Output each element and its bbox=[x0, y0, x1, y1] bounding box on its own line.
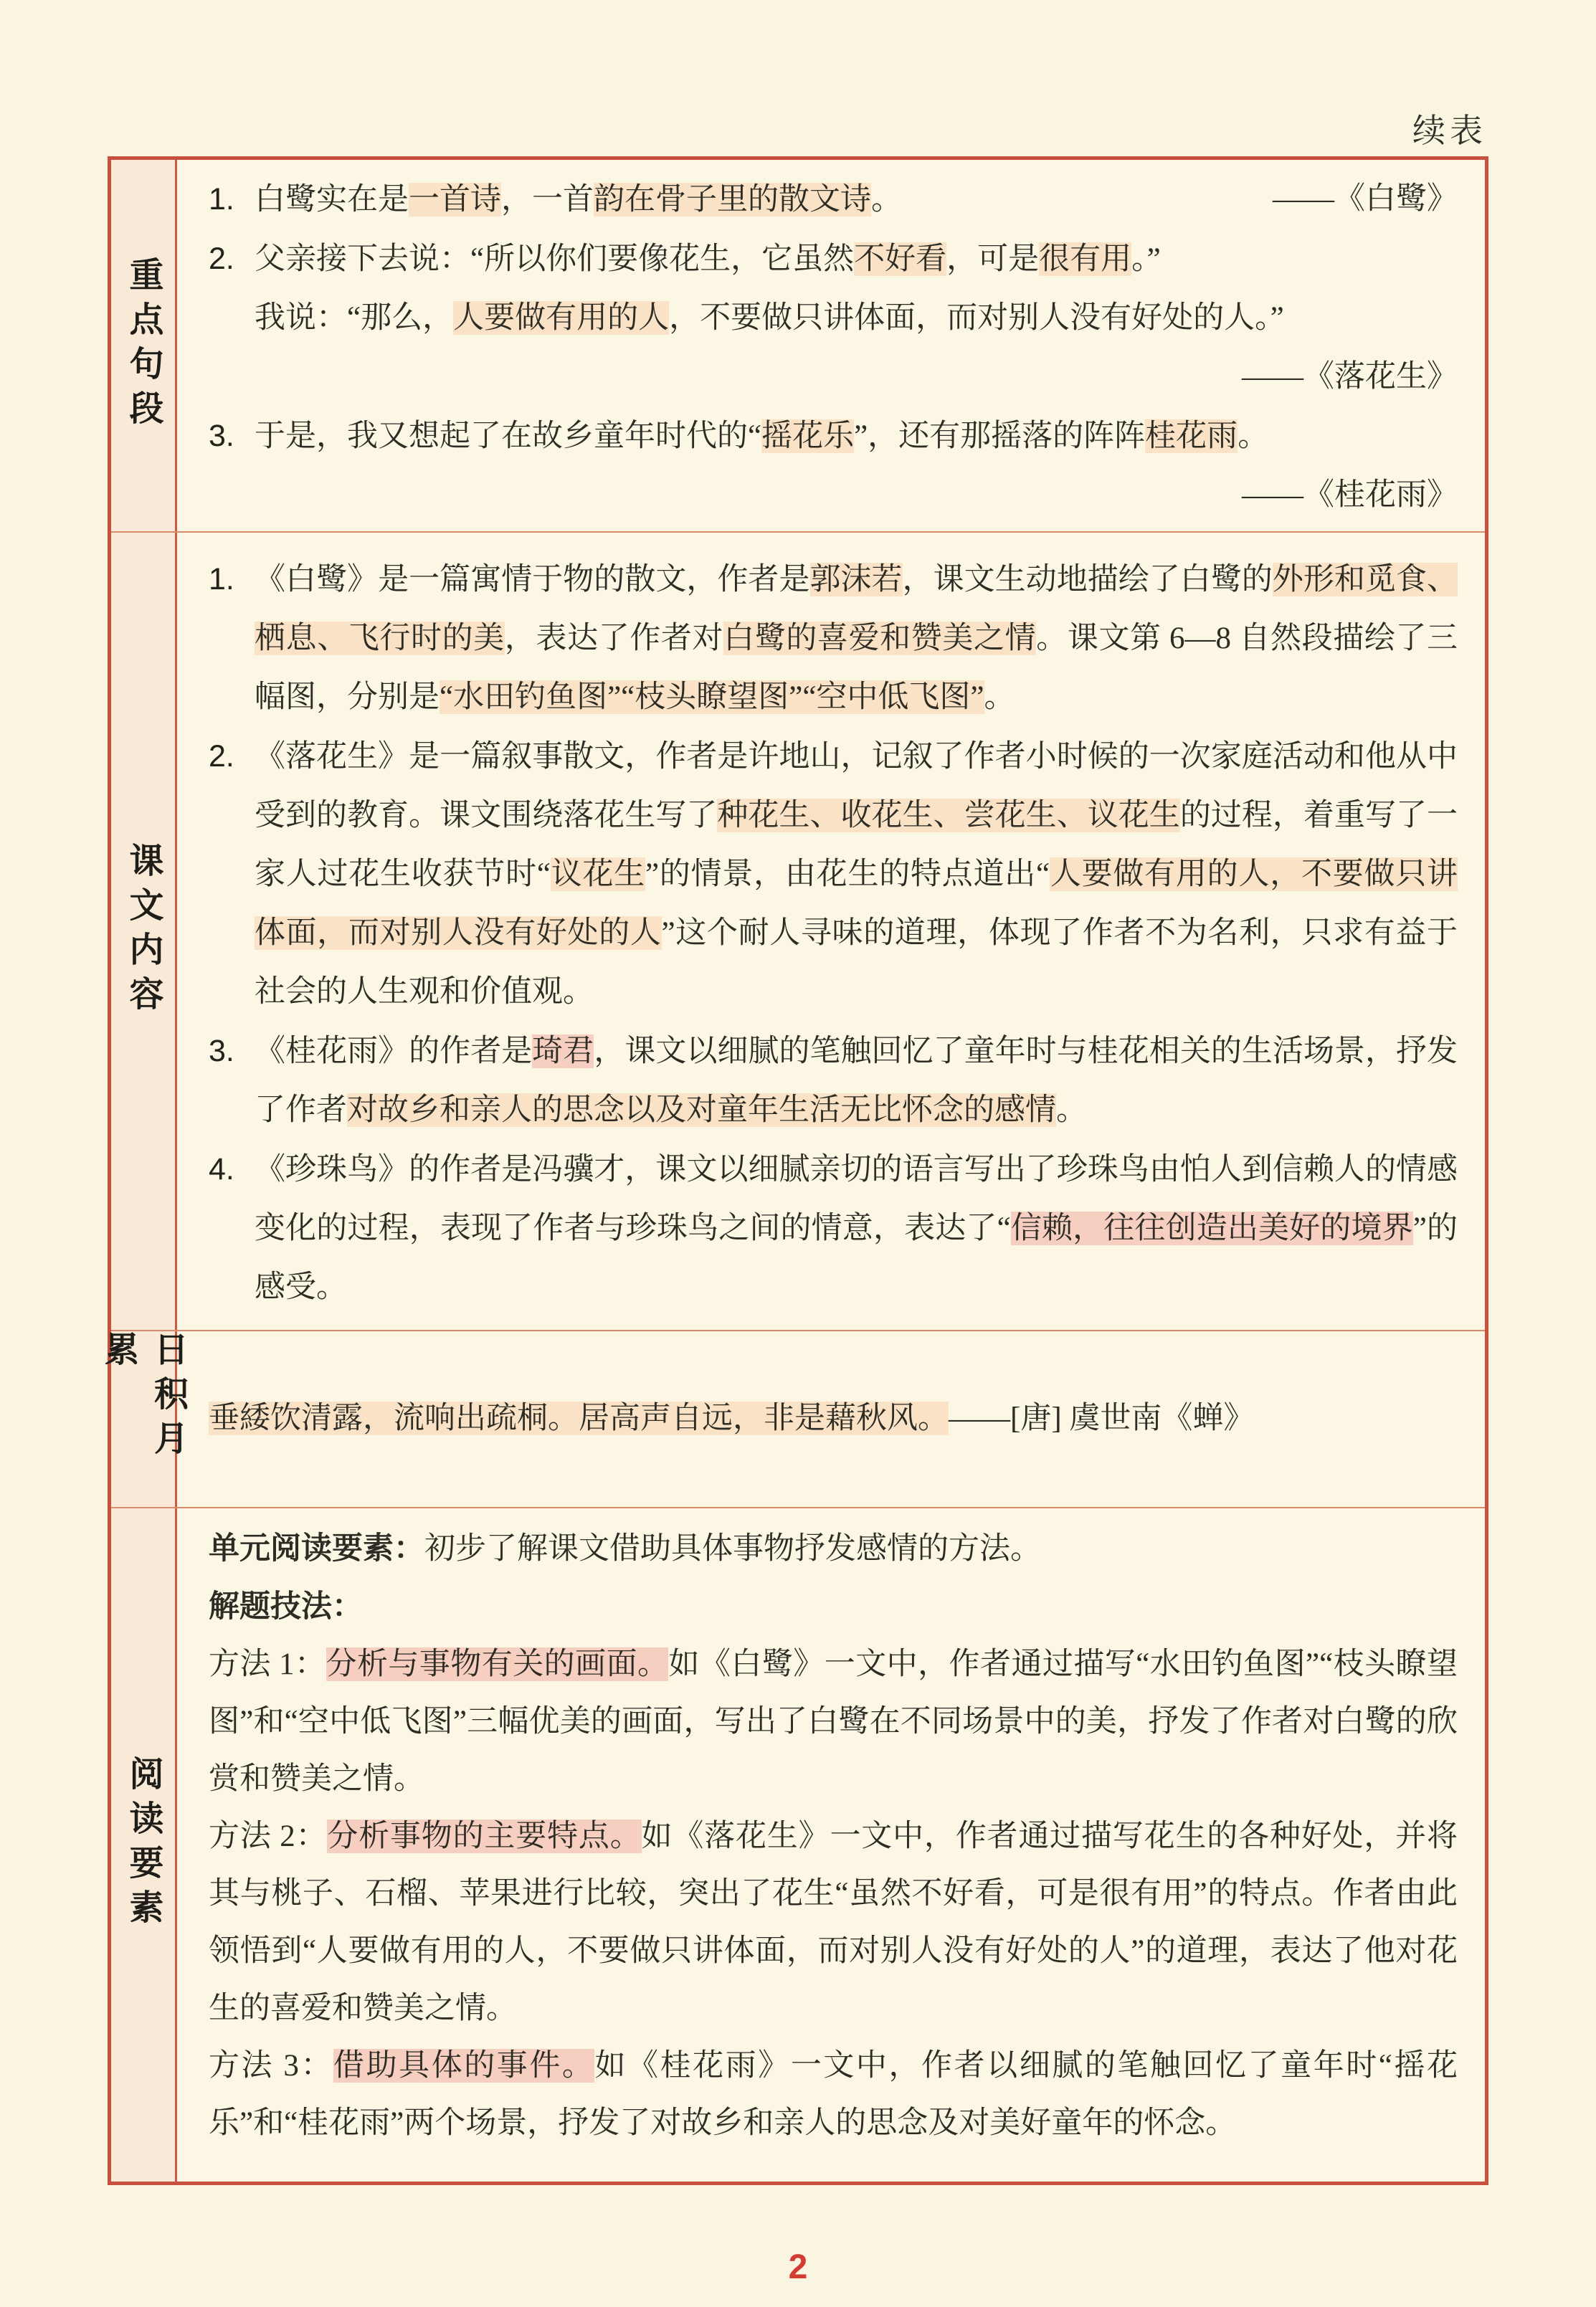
continued-table-label: 续表 bbox=[1412, 113, 1487, 149]
highlighted-phrase: 摇花乐 bbox=[761, 419, 855, 453]
list-number: 1. bbox=[209, 561, 234, 596]
row-body bbox=[177, 160, 1485, 531]
highlighted-phrase: 人要做有用的人 bbox=[453, 301, 670, 335]
list-number: 1. bbox=[209, 182, 234, 217]
text-segment: 。” bbox=[1131, 242, 1161, 276]
table-row-text-content bbox=[111, 531, 1485, 1330]
text-block bbox=[209, 406, 1458, 466]
text-segment: 于是，我又想起了在故乡童年时代的“ bbox=[255, 419, 762, 453]
text-segment: 如《白鹭》一文中，作者通过描写“水田钓鱼图”“枝头瞭望图”和“空中低飞图”三幅优美的画面，写出了白鹭在不同场景中的美，抒发了作者对白鹭的欣赏和赞美之情。 bbox=[209, 1647, 1458, 1796]
source-attribution: ——《白鹭》 bbox=[1273, 182, 1458, 216]
row-body bbox=[177, 1331, 1485, 1507]
row-header-key-sentences bbox=[111, 160, 177, 531]
highlighted-phrase: 分析与事物有关的画面。 bbox=[326, 1647, 669, 1681]
text-block bbox=[209, 1022, 1458, 1140]
row-label: 重点句段 bbox=[124, 256, 162, 434]
text-block bbox=[209, 2037, 1458, 2152]
text-segment: 初步了解课文借助具体事物抒发感情的方法。 bbox=[424, 1531, 1041, 1566]
text-block bbox=[209, 170, 1458, 229]
text-segment: 父亲接下去说：“所以你们要像花生，它虽然 bbox=[255, 242, 855, 276]
row-body bbox=[177, 1508, 1485, 2182]
page-number: 2 bbox=[788, 2248, 808, 2286]
row-label: 课文内容 bbox=[124, 842, 162, 1020]
highlighted-phrase: 不好看 bbox=[854, 242, 947, 276]
text-segment: ”这个耐人寻味的道理，体现了作者不为名利，只求有益于社会的人生观和价值观。 bbox=[255, 915, 1458, 1009]
text-segment: 《白鹭》是一篇寓情于物的散文，作者是 bbox=[255, 562, 810, 596]
text-segment: ，一首 bbox=[501, 183, 594, 217]
row-header-reading-elements bbox=[111, 1508, 177, 2182]
source-attribution: ——[唐] 虞世南《蝉》 bbox=[949, 1402, 1255, 1436]
text-segment: 单元阅读要素： bbox=[209, 1531, 424, 1566]
highlighted-phrase: 韵在骨子里的散文诗 bbox=[594, 183, 871, 217]
row-label: 日积月累 bbox=[99, 1331, 187, 1465]
text-segment: 《珍珠鸟》的作者是冯骥才，课文以细腻亲切的语言写出了珍珠鸟由怕人到信赖人的情感变化的过程，表现了作者与珍珠鸟之间的情意，表达了“ bbox=[255, 1152, 1458, 1245]
highlighted-phrase: 人要做有用的人，不要做只讲体面，而对别人没有好处的人 bbox=[255, 857, 1458, 950]
source-attribution: ——《落花生》 bbox=[1242, 360, 1458, 394]
highlighted-phrase: “水田钓鱼图”“枝头瞭望图”“空中低飞图” bbox=[440, 680, 984, 714]
text-block bbox=[209, 1389, 1254, 1448]
highlighted-phrase: 对故乡和亲人的思念以及对童年生活无比怀念的感情 bbox=[347, 1093, 1056, 1127]
row-header-daily-accumulation bbox=[99, 1331, 187, 1507]
highlighted-phrase: 议花生 bbox=[550, 857, 646, 891]
text-segment: ，不要做只讲体面，而对别人没有好处的人。” bbox=[669, 301, 1284, 335]
highlighted-phrase: 郭沫若 bbox=[809, 562, 903, 596]
text-segment: 的过程，着重写了一家人过花生收获节时“ bbox=[255, 798, 1458, 891]
text-segment: 《桂花雨》的作者是 bbox=[255, 1034, 533, 1068]
text-segment: ，可是 bbox=[946, 242, 1040, 276]
highlighted-phrase: 很有用 bbox=[1039, 242, 1132, 276]
text-segment: ”的情景，由花生的特点道出“ bbox=[645, 857, 1050, 891]
text-segment: 解题技法： bbox=[209, 1589, 363, 1624]
highlighted-phrase: 白鹭的喜爱和赞美之情 bbox=[723, 621, 1037, 655]
text-segment: 。课文第 6—8 自然段描绘了三幅图，分别是 bbox=[255, 621, 1458, 714]
highlighted-phrase: 一首诗 bbox=[409, 183, 501, 217]
text-segment: 白鹭实在是 bbox=[255, 183, 409, 217]
text-segment: 如《桂花雨》一文中，作者以细腻的笔触回忆了童年时“摇花乐”和“桂花雨”两个场景，抒发了对故乡和亲人的思念及对美好童年的怀念。 bbox=[209, 2048, 1458, 2140]
text-segment: 《落花生》是一篇叙事散文，作者是许地山，记叙了作者小时候的一次家庭活动和他从中受到的教育。课文围绕落花生写了 bbox=[255, 739, 1458, 832]
list-number: 3. bbox=[209, 419, 234, 453]
text-segment: ，课文生动地描绘了白鹭的 bbox=[902, 562, 1273, 596]
highlighted-phrase: 琦君 bbox=[532, 1034, 594, 1068]
source-attribution: ——《桂花雨》 bbox=[1242, 478, 1458, 512]
highlighted-phrase: 分析事物的主要特点。 bbox=[327, 1819, 642, 1853]
text-segment: 如《落花生》一文中，作者通过描写花生的各种好处，并将其与桃子、石榴、苹果进行比较，突出了花生“虽然不好看，可是很有用”的特点。作者由此领悟到“人要做有用的人，不要做只讲体面，而对别人没有好处的人”的道理，表达了他对花生的喜爱和赞美之情。 bbox=[209, 1819, 1458, 2025]
list-number: 2. bbox=[209, 242, 234, 276]
table-row-reading-elements bbox=[111, 1507, 1485, 2182]
text-segment: 。 bbox=[1056, 1093, 1087, 1127]
text-segment: ”的感受。 bbox=[255, 1211, 1458, 1304]
text-block bbox=[209, 727, 1458, 1022]
text-block bbox=[209, 550, 1458, 727]
highlighted-phrase: 垂緌饮清露，流响出疏桐。居高声自远，非是藉秋风。 bbox=[209, 1402, 949, 1436]
highlighted-phrase: 借助具体的事件。 bbox=[333, 2048, 595, 2083]
table-row-daily-accumulation bbox=[99, 1330, 1485, 1507]
text-block bbox=[209, 289, 1458, 348]
text-segment: ，课文以细腻的笔触回忆了童年时与桂花相关的生活场景，抒发了作者 bbox=[255, 1034, 1458, 1127]
text-segment: 我说：“那么， bbox=[255, 301, 454, 335]
highlighted-phrase: 种花生、收花生、尝花生、议花生 bbox=[717, 798, 1180, 832]
highlighted-phrase: 外形和觅食、栖息、飞行时的美 bbox=[255, 562, 1458, 655]
text-block bbox=[209, 229, 1458, 289]
list-number: 4. bbox=[209, 1151, 234, 1186]
row-body bbox=[177, 533, 1485, 1330]
text-block bbox=[209, 1520, 1458, 1578]
text-segment: ，表达了作者对 bbox=[504, 621, 724, 655]
row-label: 阅读要素 bbox=[124, 1756, 162, 1934]
table-row-key-sentences bbox=[111, 160, 1485, 531]
list-number: 2. bbox=[209, 738, 234, 774]
text-segment: 方法 3： bbox=[209, 2048, 334, 2083]
text-segment: 。 bbox=[984, 680, 1015, 714]
text-block bbox=[209, 1578, 1458, 1636]
row-header-text-content bbox=[111, 533, 177, 1330]
text-segment: 。 bbox=[1238, 419, 1269, 453]
text-segment: 。 bbox=[871, 183, 902, 217]
text-segment: 方法 2： bbox=[209, 1819, 328, 1853]
text-block bbox=[209, 1636, 1458, 1808]
text-segment: ”，还有那摇落的阵阵 bbox=[854, 419, 1146, 453]
highlighted-phrase: 桂花雨 bbox=[1145, 419, 1238, 453]
list-number: 3. bbox=[209, 1033, 234, 1068]
text-block bbox=[209, 1808, 1458, 2037]
text-segment: 方法 1： bbox=[209, 1647, 326, 1681]
highlighted-phrase: 信赖，往往创造出美好的境界 bbox=[1010, 1211, 1413, 1245]
summary-table bbox=[99, 156, 1488, 2185]
text-block bbox=[209, 1140, 1458, 1317]
